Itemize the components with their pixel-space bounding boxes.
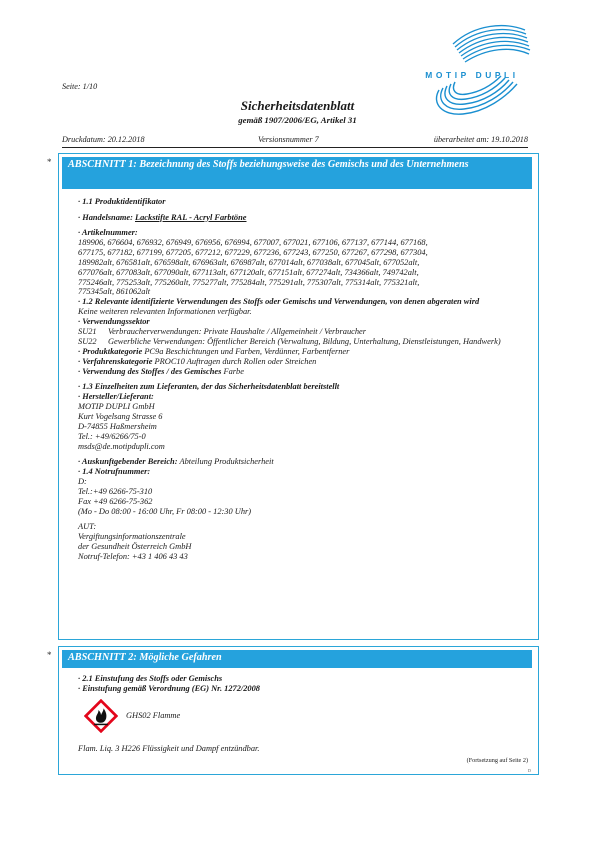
subsection-1-3: · 1.3 Einzelheiten zum Lieferanten, der das Sicherheitsdatenblatt bereitstellt bbox=[78, 382, 340, 392]
info-value: Abteilung Produktsicherheit bbox=[179, 457, 274, 467]
process-category-value: PROC10 Auftragen durch Rollen oder Streichen bbox=[154, 356, 317, 366]
article-line: 775246alt, 775253alt, 775260alt, 775277alt, 775284alt, 775291alt, 775307alt, 775314alt, 775321alt, bbox=[78, 277, 420, 287]
emergency-line: (Mo - Do 08:00 - 16:00 Uhr, Fr 08:00 - 12:30 Uhr) bbox=[78, 506, 252, 516]
document-title: Sicherheitsdatenblatt bbox=[240, 98, 355, 113]
subsection-1-1: · 1.1 Produktidentifikator bbox=[78, 197, 166, 206]
use-value: Farbe bbox=[223, 366, 244, 376]
aut-line: Notruf-Telefon: +43 1 406 43 43 bbox=[78, 551, 188, 561]
use-row bbox=[78, 367, 523, 377]
trade-name-label: · Handelsname: bbox=[78, 212, 133, 222]
trade-name-row bbox=[78, 213, 523, 223]
sector-row bbox=[78, 337, 523, 347]
section-2-heading: ABSCHNITT 2: Mögliche Gefahren bbox=[62, 650, 532, 668]
emergency-line: D: bbox=[78, 476, 87, 486]
article-line: 189906, 676604, 676932, 676949, 676956, 676994, 677007, 677021, 677106, 677137, 677144, 677168, bbox=[78, 237, 428, 247]
print-date: Druckdatum: 20.12.2018 bbox=[62, 135, 145, 144]
process-category-label: · Verfahrenskategorie bbox=[78, 356, 153, 366]
document-subtitle: gemäß 1907/2006/EG, Artikel 31 bbox=[238, 115, 357, 125]
product-category-row bbox=[78, 347, 523, 357]
article-line: 677076alt, 677083alt, 677090alt, 677113alt, 677120alt, 677151alt, 677274alt, 734366alt, 749742alt, bbox=[78, 267, 419, 277]
emergency-line: Fax +49 6266-75-362 bbox=[78, 496, 153, 506]
brand-name: MOTIP DUPLI bbox=[425, 70, 519, 80]
article-line: 189982alt, 676581alt, 676598alt, 676963alt, 676987alt, 677014alt, 677038alt, 677045alt, 677052alt, bbox=[78, 257, 420, 267]
subsection-2-1: · 2.1 Einstufung des Stoffs oder Gemischs bbox=[78, 674, 223, 683]
info-row bbox=[78, 457, 523, 467]
document-meta-row bbox=[62, 135, 528, 145]
supplier-line: MOTIP DUPLI GmbH bbox=[78, 402, 155, 411]
supplier-email: msds@de.motipdupli.com bbox=[78, 441, 165, 451]
aut-line: der Gesundheit Österreich GmbH bbox=[78, 541, 192, 551]
section-1-content bbox=[78, 197, 523, 562]
subsection-1-2-text: Keine weiteren relevanten Informationen verfügbar. bbox=[78, 307, 252, 317]
ghs-row bbox=[84, 699, 523, 733]
continuation-note: (Fortsetzung auf Seite 2) bbox=[466, 757, 528, 764]
subsection-1-2: · 1.2 Relevante identifizierte Verwendungen des Stoffs oder Gemischs und Verwendungen, von denen abgeraten wird bbox=[78, 297, 480, 307]
product-category-value: PC9a Beschichtungen und Farben, Verdünner, Farbentferner bbox=[144, 346, 350, 356]
change-marker: * bbox=[47, 650, 52, 660]
sector-text: Gewerbliche Verwendungen: Öffentlicher Bereich (Verwaltung, Bildung, Unterhaltung, Dienstleistungen, Handwerk) bbox=[108, 336, 501, 346]
info-label: · Auskunftgebender Bereich: bbox=[78, 457, 178, 467]
revised-date: überarbeitet am: 19.10.2018 bbox=[433, 135, 528, 144]
page-number: Seite: 1/10 bbox=[62, 82, 98, 91]
process-category-row bbox=[78, 357, 523, 367]
supplier-line: Kurt Vogelsang Strasse 6 bbox=[78, 411, 163, 421]
sector-label: · Verwendungssektor bbox=[78, 317, 150, 327]
sector-code: SU21 bbox=[78, 327, 97, 337]
article-line: 775345alt, 861062alt bbox=[78, 287, 151, 297]
product-category-label: · Produktkategorie bbox=[78, 346, 143, 356]
sector-row bbox=[78, 327, 523, 337]
trade-name-value: Lackstifte RAL - Acryl Farbtöne bbox=[135, 212, 247, 222]
use-label: · Verwendung des Stoffes / des Gemisches bbox=[78, 366, 222, 376]
hazard-statement: Flam. Liq. 3 H226 Flüssigkeit und Dampf entzündbar. bbox=[78, 743, 260, 753]
ghs-label: GHS02 Flamme bbox=[126, 710, 181, 720]
supplier-label: · Hersteller/Lieferant: bbox=[78, 392, 154, 402]
classification-label: · Einstufung gemäß Verordnung (EG) Nr. 1272/2008 bbox=[78, 683, 260, 693]
aut-line: Vergiftungsinformationszentrale bbox=[78, 532, 186, 542]
header-divider bbox=[62, 147, 528, 148]
article-line: 677175, 677182, 677199, 677205, 677212, 677229, 677236, 677243, 677250, 677267, 677298, 677304, bbox=[78, 247, 428, 257]
article-number-label: · Artikelnummer: bbox=[78, 228, 138, 237]
flame-pictogram-icon bbox=[84, 699, 118, 733]
aut-line: AUT: bbox=[78, 522, 97, 532]
section-1-heading: ABSCHNITT 1: Bezeichnung des Stoffs beziehungsweise des Gemischs und des Unternehmens bbox=[62, 157, 532, 189]
supplier-line: Tel.: +49/6266/75-0 bbox=[78, 431, 146, 441]
version-number: Versionsnummer 7 bbox=[258, 135, 319, 144]
supplier-line: D-74855 Haßmersheim bbox=[78, 421, 157, 431]
sector-code: SU22 bbox=[78, 336, 97, 346]
section-2-content bbox=[78, 674, 523, 754]
subsection-1-4: · 1.4 Notrufnummer: bbox=[78, 467, 151, 477]
sector-text: Verbraucherverwendungen: Private Haushalte / Allgemeinheit / Verbraucher bbox=[108, 327, 367, 337]
country-marker: D bbox=[528, 768, 531, 773]
change-marker: * bbox=[47, 157, 52, 167]
emergency-line: Tel.:+49 6266-75-310 bbox=[78, 486, 153, 496]
